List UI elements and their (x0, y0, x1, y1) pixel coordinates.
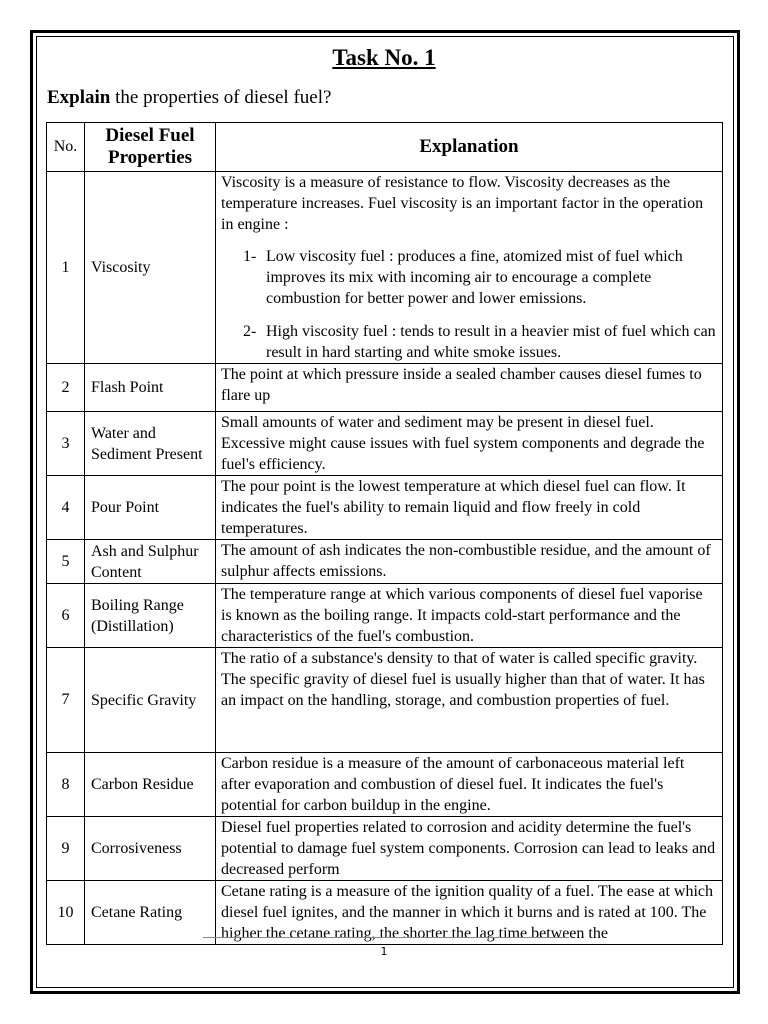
row-number: 6 (47, 584, 85, 648)
table-row (47, 412, 723, 476)
header-explanation: Explanation (216, 123, 723, 172)
row-property: Pour Point (85, 476, 216, 540)
viscosity-intro: Viscosity is a measure of resistance to flow. Viscosity decreases as the temperature increases. Fuel viscosity is an important factor in the operation in engine : (221, 174, 704, 233)
list-item (243, 246, 717, 309)
row-explanation: Cetane rating is a measure of the ignition quality of a fuel. The ease at which diesel fuel ignites, and the manner in which it burns and is rated at 100. The higher the cetane rating, the shorter the lag time between the (216, 881, 723, 945)
table-row (47, 648, 723, 753)
question-text (47, 87, 331, 109)
table-row (47, 364, 723, 412)
row-property: Viscosity (85, 172, 216, 364)
list-text: Low viscosity fuel : produces a fine, atomized mist of fuel which improves its mix with incoming air to encourage a complete combustion for better power and lower emissions. (266, 248, 683, 307)
row-explanation: The pour point is the lowest temperature at which diesel fuel can flow. It indicates the fuel's ability to remain liquid and flow freely in cold temperatures. (216, 476, 723, 540)
row-explanation: The ratio of a substance's density to that of water is called specific gravity. The specific gravity of diesel fuel is usually higher than that of water. It has an impact on the handling, storage, and combustion properties of fuel. (216, 648, 723, 753)
table-header-row (47, 123, 723, 172)
row-number: 5 (47, 540, 85, 584)
question-verb: Explain (47, 87, 111, 108)
row-number: 2 (47, 364, 85, 412)
row-number: 3 (47, 412, 85, 476)
row-explanation: Diesel fuel properties related to corrosion and acidity determine the fuel's potential to damage fuel system components. Corrosion can lead to leaks and decreased perform (216, 817, 723, 881)
row-explanation: The point at which pressure inside a sealed chamber causes diesel fumes to flare up (216, 364, 723, 412)
row-number: 1 (47, 172, 85, 364)
row-number: 9 (47, 817, 85, 881)
row-explanation: Small amounts of water and sediment may be present in diesel fuel. Excessive might cause issues with fuel system components and degrade the fuel's efficiency. (216, 412, 723, 476)
page-title: Task No. 1 (332, 45, 436, 70)
row-property: Specific Gravity (85, 648, 216, 753)
row-property: Boiling Range (Distillation) (85, 584, 216, 648)
list-marker: 2- (243, 323, 257, 340)
row-explanation: The amount of ash indicates the non-combustible residue, and the amount of sulphur affects emissions. (216, 540, 723, 584)
row-number: 4 (47, 476, 85, 540)
list-item (243, 321, 717, 363)
row-property: Corrosiveness (85, 817, 216, 881)
question-rest: the properties of diesel fuel? (110, 87, 332, 108)
row-number: 7 (47, 648, 85, 753)
table-row (47, 881, 723, 945)
row-property: Ash and Sulphur Content (85, 540, 216, 584)
row-explanation: Carbon residue is a measure of the amount of carbonaceous material left after evaporation and combustion of diesel fuel. It indicates the fuel's potential for carbon buildup in the engine. (216, 753, 723, 817)
header-no: No. (47, 123, 85, 172)
row-property: Carbon Residue (85, 753, 216, 817)
header-property: Diesel Fuel Properties (85, 123, 216, 172)
properties-table (46, 122, 723, 945)
list-text: High viscosity fuel : tends to result in a heavier mist of fuel which can result in hard starting and white smoke issues. (266, 323, 716, 361)
row-property: Water and Sediment Present (85, 412, 216, 476)
table-row (47, 172, 723, 364)
row-property: Flash Point (85, 364, 216, 412)
table-row (47, 753, 723, 817)
footer-divider (203, 937, 569, 938)
row-explanation (216, 172, 723, 364)
table-row (47, 817, 723, 881)
row-number: 10 (47, 881, 85, 945)
row-number: 8 (47, 753, 85, 817)
list-marker: 1- (243, 248, 257, 265)
page-number: 1 (380, 945, 388, 958)
row-explanation: The temperature range at which various components of diesel fuel vaporise is known as the boiling range. It impacts cold-start performance and the characteristics of the fuel's combustion. (216, 584, 723, 648)
table-row (47, 476, 723, 540)
row-property: Cetane Rating (85, 881, 216, 945)
table-row (47, 584, 723, 648)
table-row (47, 540, 723, 584)
